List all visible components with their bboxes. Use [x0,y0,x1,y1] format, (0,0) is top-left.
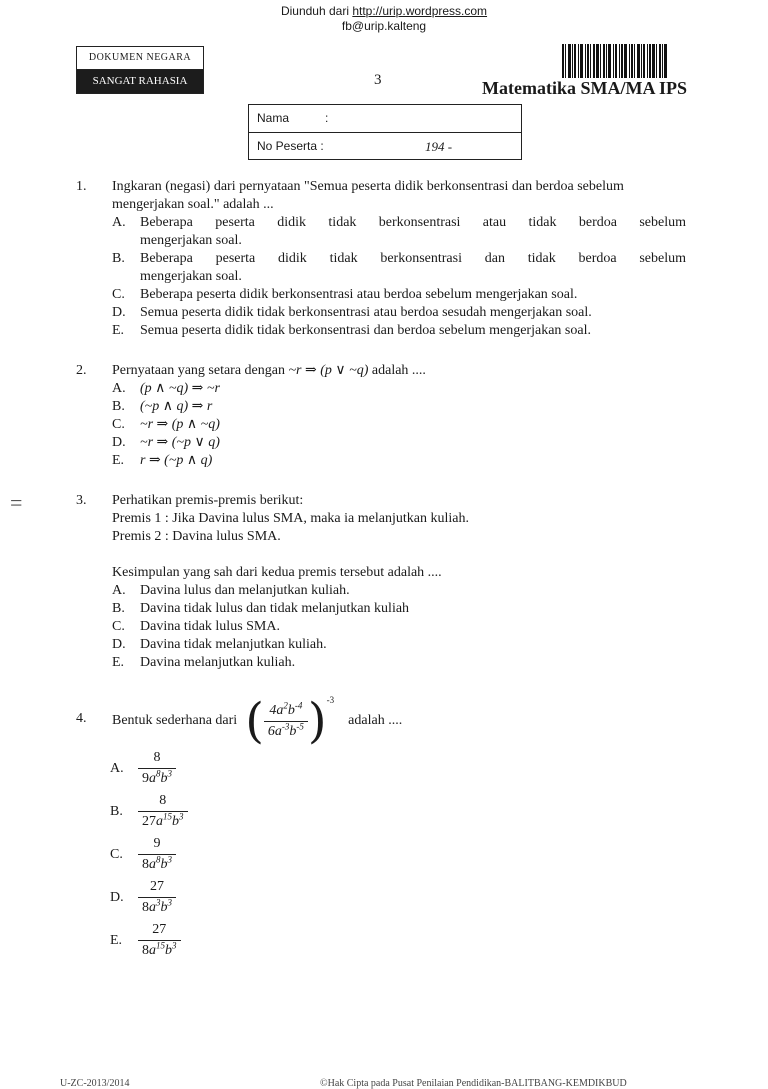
option-b [76,398,686,416]
footer-copyright: ©Hak Cipta pada Pusat Penilaian Pendidikan-BALITBANG-KEMDIKBUD [320,1078,627,1089]
den-b-exp: -5 [296,720,304,731]
den-coef: 6 [267,723,275,739]
participant-number-label: No Peserta : [257,139,324,153]
option-text: Beberapa peserta didik tidak berkonsentrasi atau tidak berdoa sebelum [140,215,686,230]
option-letter: D. [112,637,126,652]
option-d [76,636,686,654]
option-text: Davina lulus dan melanjutkan kuliah. [140,583,350,598]
den-a: a [274,723,282,739]
question-body [112,362,686,470]
option-text: Davina tidak lulus dan tidak melanjutkan kuliah [140,601,410,616]
stem-suffix: adalah .... [368,363,426,378]
question-body [112,694,686,963]
option-b [76,600,686,618]
num-b-exp: -4 [294,699,303,710]
participant-number-row [249,132,521,159]
option-expression: r ⇒ (~p ∧ q) [140,453,213,468]
option-expression: ~r ⇒ (p ∧ ~q) [140,417,220,432]
den-b: b [289,723,297,739]
fraction-denominator: $8a^8b^3$ [142,854,172,872]
option-letter: A. [112,381,126,396]
question-number: 3. [76,493,87,508]
num-b: b [287,702,295,718]
fraction-numerator: 27 [138,920,181,941]
a-exponent: 3 [156,897,161,908]
a-exponent: 8 [156,768,161,779]
option-expression: (~p ∧ q) ⇒ r [140,399,213,414]
fraction-denominator: $9a^8b^3$ [142,768,172,786]
option-letter: A. [112,215,126,230]
option-d [76,434,686,452]
fraction-denominator: $8a^3b^3$ [142,897,172,915]
option-letter: B. [112,399,125,414]
b-exponent: 3 [167,897,172,908]
question-body [112,492,686,672]
option-d [76,877,686,920]
option-a [76,748,686,791]
option-c [76,416,686,434]
option-fraction [138,920,181,961]
option-letter: A. [112,583,126,598]
den-coef: 8 [142,943,149,958]
question-stem [112,362,686,380]
option-c [76,618,686,636]
subject-title: Matematika SMA/MA IPS [482,78,687,98]
expression [245,693,335,749]
option-fraction [138,877,176,918]
b-exponent: 3 [179,811,184,822]
fraction-numerator: 8 [138,748,176,769]
option-text: Beberapa peserta didik berkonsentrasi atau berdoa sebelum mengerjakan soal. [140,287,578,302]
den-coef: 9 [142,771,149,786]
b-exponent: 3 [172,940,177,951]
option-e [76,322,686,340]
option-text-cont: mengerjakan soal. [140,269,242,284]
question-body [112,178,686,340]
option-text: Semua peserta didik tidak berkonsentrasi atau berdoa sesudah mengerjakan soal. [140,305,592,320]
option-fraction [138,748,176,789]
option-fraction [138,791,188,832]
a-exponent: 8 [156,854,161,865]
stem-suffix: adalah .... [348,713,403,728]
question-stem: Kesimpulan yang sah dari kedua premis tersebut adalah .... [112,565,442,580]
expression-numerator [264,701,308,722]
question-stem [112,694,686,748]
options-list [112,748,686,963]
option-letter: E. [112,655,125,670]
option-letter: D. [110,890,124,905]
option-a [76,582,686,600]
question-number: 4. [76,711,87,726]
option-expression: ~r ⇒ (~p ∨ q) [140,435,220,450]
footer-code: U-ZC-2013/2014 [60,1078,130,1089]
name-label: Nama [257,111,290,125]
option-letter: C. [112,417,125,432]
participant-number-value: 194 - [425,139,453,154]
den-coef: 8 [142,857,149,872]
option-letter: D. [112,435,126,450]
source-prefix: Diunduh dari [280,4,353,18]
option-letter: B. [112,601,125,616]
option-e [76,654,686,672]
option-b [76,250,686,286]
premise-2: Premis 2 : Davina lulus SMA. [112,529,281,544]
option-text: Davina tidak melanjutkan kuliah. [140,637,327,652]
stem-expression: ~r ⇒ (p ∨ ~q) [288,363,369,378]
fraction-numerator: 9 [138,834,176,855]
option-letter: B. [110,804,123,819]
b-exponent: 3 [167,854,172,865]
option-text: Beberapa peserta didik tidak berkonsentrasi dan tidak berdoa sebelum [140,251,686,266]
option-c [76,286,686,304]
question-stem: Ingkaran (negasi) dari pernyataan "Semua peserta didik berkonsentrasi dan berdoa sebelum [112,179,624,194]
question-stem-cont: mengerjakan soal." adalah ... [112,197,274,212]
option-d [76,304,686,322]
doc-label-top: DOKUMEN NEGARA [77,47,203,70]
a-exponent: 15 [156,940,165,951]
fraction-denominator: $27a^{15}b^3$ [142,811,184,829]
fraction-numerator: 8 [138,791,188,812]
num-a-exp: 2 [283,699,288,710]
num-a: a [276,702,284,718]
option-text: Semua peserta didik tidak berkonsentrasi dan berdoa sebelum mengerjakan soal. [140,323,591,338]
fraction-denominator: $8a^{15}b^3$ [142,940,177,958]
option-expression: (p ∧ ~q) ⇒ ~r [140,381,220,396]
source-line [0,4,768,18]
option-e [76,920,686,963]
b-exponent: 3 [167,768,172,779]
option-letter: E. [112,453,125,468]
option-letter: E. [112,323,125,338]
stem-prefix: Pernyataan yang setara dengan [112,363,289,378]
option-b [76,791,686,834]
option-letter: A. [110,761,124,776]
option-a [76,380,686,398]
page-number: 3 [374,72,382,88]
margin-mark: = [10,490,23,515]
option-fraction [138,834,176,875]
option-e [76,452,686,470]
option-letter: E. [110,933,123,948]
expression-fraction [264,701,308,742]
option-letter: C. [112,287,125,302]
name-colon: : [325,111,329,125]
barcode-icon [562,44,684,78]
premise-1: Premis 1 : Jika Davina lulus SMA, maka ia melanjutkan kuliah. [112,511,469,526]
document-classification [76,46,204,94]
right-paren: ) [307,693,327,749]
option-c [76,834,686,877]
den-a-exp: -3 [281,720,290,731]
option-a [76,214,686,250]
option-letter: C. [112,619,125,634]
question-intro: Perhatikan premis-premis berikut: [112,493,304,508]
option-letter: D. [112,305,126,320]
outer-exponent: -3 [326,694,335,705]
a-exponent: 15 [163,811,172,822]
fraction-numerator: 27 [138,877,176,898]
expression-denominator [264,722,308,742]
option-letter: C. [110,847,123,862]
doc-label-bottom: SANGAT RAHASIA [77,70,203,93]
den-coef: 8 [142,900,149,915]
name-row [249,105,521,132]
option-letter: B. [112,251,125,266]
option-text-cont: mengerjakan soal. [140,233,242,248]
num-coef: 4 [269,702,277,718]
option-text: Davina tidak lulus SMA. [140,619,280,634]
stem-prefix: Bentuk sederhana dari [112,713,238,728]
left-paren: ( [245,693,264,749]
source-link[interactable]: http://urip.wordpress.com [352,4,488,18]
question-number: 2. [76,363,87,378]
question-number: 1. [76,179,87,194]
option-text: Davina melanjutkan kuliah. [140,655,296,670]
participant-box [248,104,522,160]
source-contact: fb@urip.kalteng [341,19,427,33]
den-coef: 27 [142,814,156,829]
